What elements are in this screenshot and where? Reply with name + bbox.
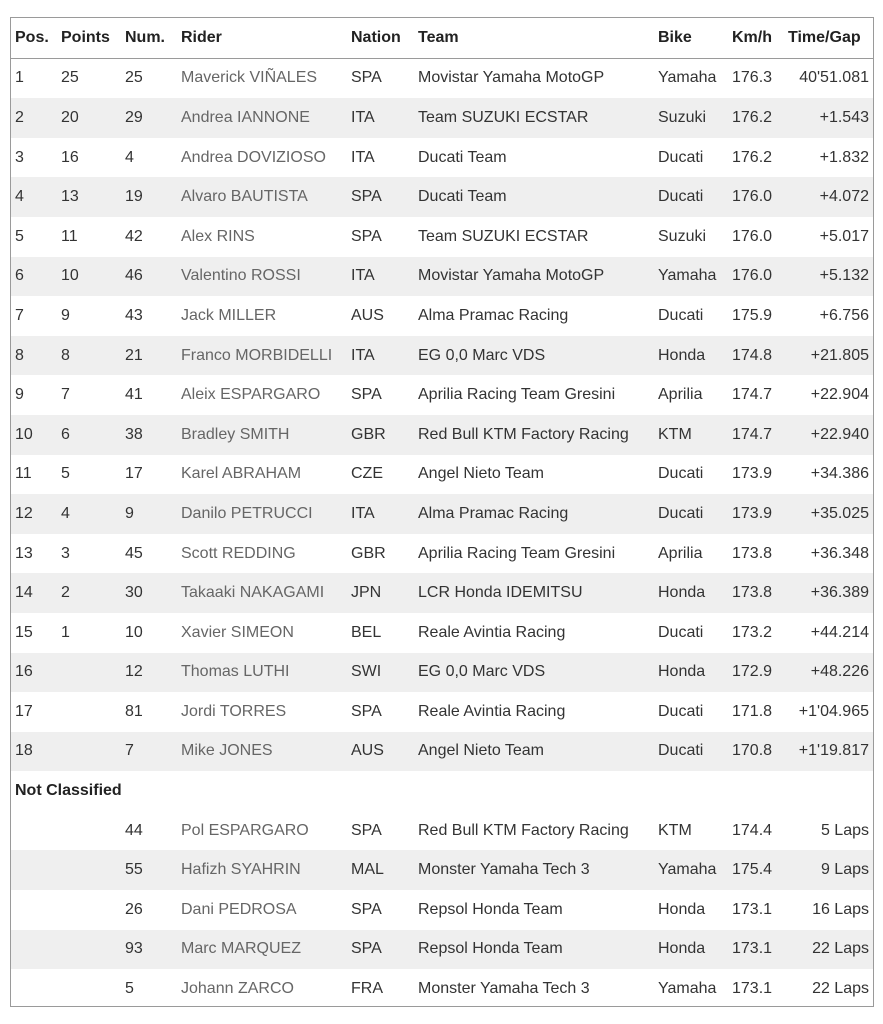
race-results-table xyxy=(11,18,873,1009)
cell-bike: Yamaha xyxy=(658,69,717,87)
cell-bike: Yamaha xyxy=(658,980,717,998)
cell-team: Angel Nieto Team xyxy=(418,465,544,483)
table-row xyxy=(11,613,873,653)
cell-time: +1.832 xyxy=(819,148,869,166)
cell-team: LCR Honda IDEMITSU xyxy=(418,573,658,613)
cell-kmh: 176.2 xyxy=(732,148,773,166)
cell-nation: ITA xyxy=(351,494,418,534)
cell-nation: BEL xyxy=(351,623,382,641)
cell-points: 6 xyxy=(61,415,125,455)
table-row xyxy=(11,534,873,574)
cell-nation: SPA xyxy=(351,900,382,918)
table-row xyxy=(11,494,873,534)
cell-time: +34.386 xyxy=(810,465,869,483)
cell-time: +1'19.817 xyxy=(788,732,873,772)
cell-team: Red Bull KTM Factory Racing xyxy=(418,415,658,455)
cell-nation: FRA xyxy=(351,980,383,998)
cell-kmh: 176.0 xyxy=(732,257,788,297)
cell-points: 13 xyxy=(61,177,125,217)
cell-team: Team SUZUKI ECSTAR xyxy=(418,227,589,245)
cell-team: Monster Yamaha Tech 3 xyxy=(418,980,590,998)
cell-num: 55 xyxy=(125,850,181,890)
cell-pos: 2 xyxy=(11,98,61,138)
cell-nation: SPA xyxy=(351,227,382,245)
cell-num: 5 xyxy=(125,980,134,998)
cell-bike: Ducati xyxy=(658,465,704,483)
cell-nation: ITA xyxy=(351,336,418,376)
cell-time: +5.017 xyxy=(819,227,869,245)
cell-pos xyxy=(11,930,61,970)
cell-team: Angel Nieto Team xyxy=(418,732,658,772)
header-bike: Bike xyxy=(658,18,732,58)
cell-rider: Bradley SMITH xyxy=(181,415,351,455)
cell-team: Movistar Yamaha MotoGP xyxy=(418,69,605,87)
cell-time: 22 Laps xyxy=(812,980,869,998)
cell-bike: Ducati xyxy=(658,702,704,720)
cell-num: 10 xyxy=(125,623,143,641)
cell-rider: Jordi TORRES xyxy=(181,702,287,720)
cell-kmh: 173.1 xyxy=(732,930,788,970)
cell-pos: 17 xyxy=(15,702,33,720)
cell-rider: Alvaro BAUTISTA xyxy=(181,177,351,217)
cell-time: +22.940 xyxy=(788,415,873,455)
cell-nation: SWI xyxy=(351,653,418,693)
header-time: Time/Gap xyxy=(788,18,873,58)
cell-num: 93 xyxy=(125,930,181,970)
cell-points xyxy=(61,653,125,693)
cell-pos xyxy=(11,890,61,930)
cell-kmh: 174.7 xyxy=(732,386,773,404)
table-row xyxy=(11,217,873,257)
cell-rider: Franco MORBIDELLI xyxy=(181,336,351,376)
cell-time: 40'51.081 xyxy=(799,69,869,87)
cell-num: 42 xyxy=(125,227,143,245)
header-team: Team xyxy=(418,18,658,58)
cell-kmh: 173.8 xyxy=(732,573,788,613)
cell-kmh: 176.2 xyxy=(732,98,788,138)
cell-points xyxy=(61,692,125,732)
cell-bike: Aprilia xyxy=(658,544,703,562)
table-row xyxy=(11,455,873,495)
cell-points: 25 xyxy=(61,69,79,87)
cell-time: +21.805 xyxy=(788,336,873,376)
cell-num: 38 xyxy=(125,415,181,455)
cell-nation: SPA xyxy=(351,386,382,404)
cell-rider: Aleix ESPARGARO xyxy=(181,386,321,404)
cell-nation: CZE xyxy=(351,465,383,483)
table-row xyxy=(11,177,873,217)
table-row xyxy=(11,98,873,138)
cell-bike: Ducati xyxy=(658,623,704,641)
cell-pos: 16 xyxy=(11,653,61,693)
cell-points: 5 xyxy=(61,465,70,483)
cell-rider: Scott REDDING xyxy=(181,544,296,562)
cell-num: 4 xyxy=(125,148,134,166)
cell-pos: 14 xyxy=(11,573,61,613)
cell-bike: Ducati xyxy=(658,177,732,217)
cell-points: 16 xyxy=(61,148,79,166)
cell-time: +22.904 xyxy=(810,386,869,404)
table-row xyxy=(11,336,873,376)
cell-time: +44.214 xyxy=(810,623,869,641)
table-row xyxy=(11,415,873,455)
cell-kmh: 173.9 xyxy=(732,465,773,483)
header-pos: Pos. xyxy=(11,18,61,58)
cell-rider: Hafizh SYAHRIN xyxy=(181,850,351,890)
cell-team: Ducati Team xyxy=(418,177,658,217)
cell-points xyxy=(61,890,125,930)
cell-points xyxy=(61,930,125,970)
cell-bike: KTM xyxy=(658,821,692,839)
cell-rider: Maverick VIÑALES xyxy=(181,69,318,87)
cell-num: 25 xyxy=(125,69,143,87)
cell-points xyxy=(61,811,125,851)
cell-nation: ITA xyxy=(351,257,418,297)
cell-time: 22 Laps xyxy=(788,930,873,970)
cell-pos: 7 xyxy=(15,306,24,324)
cell-team: EG 0,0 Marc VDS xyxy=(418,653,658,693)
cell-bike: Honda xyxy=(658,930,732,970)
cell-rider: Valentino ROSSI xyxy=(181,257,351,297)
cell-rider: Johann ZARCO xyxy=(181,980,294,998)
cell-points: 10 xyxy=(61,257,125,297)
cell-team: Alma Pramac Racing xyxy=(418,306,569,324)
table-row xyxy=(11,653,873,693)
cell-num: 9 xyxy=(125,494,181,534)
cell-pos xyxy=(11,969,61,1009)
cell-rider: Thomas LUTHI xyxy=(181,653,351,693)
cell-pos: 8 xyxy=(11,336,61,376)
cell-team: Movistar Yamaha MotoGP xyxy=(418,257,658,297)
cell-pos: 6 xyxy=(11,257,61,297)
cell-points xyxy=(61,850,125,890)
cell-points: 2 xyxy=(61,573,125,613)
cell-time: +6.756 xyxy=(819,306,869,324)
cell-num: 26 xyxy=(125,900,143,918)
cell-kmh: 174.4 xyxy=(732,821,773,839)
cell-num: 45 xyxy=(125,544,143,562)
cell-points: 4 xyxy=(61,494,125,534)
cell-nation: SPA xyxy=(351,930,418,970)
cell-bike: Honda xyxy=(658,336,732,376)
cell-team: Red Bull KTM Factory Racing xyxy=(418,821,629,839)
cell-team: Aprilia Racing Team Gresini xyxy=(418,386,616,404)
cell-kmh: 173.2 xyxy=(732,623,773,641)
cell-num: 30 xyxy=(125,573,181,613)
cell-nation: AUS xyxy=(351,306,384,324)
cell-nation: SPA xyxy=(351,702,382,720)
cell-rider: Karel ABRAHAM xyxy=(181,465,302,483)
cell-team: Monster Yamaha Tech 3 xyxy=(418,850,658,890)
cell-bike: Suzuki xyxy=(658,98,732,138)
cell-bike: Ducati xyxy=(658,306,704,324)
cell-bike: Honda xyxy=(658,653,732,693)
cell-nation: MAL xyxy=(351,850,418,890)
cell-points: 9 xyxy=(61,306,70,324)
cell-kmh: 170.8 xyxy=(732,732,788,772)
cell-pos: 13 xyxy=(15,544,33,562)
cell-bike: Suzuki xyxy=(658,227,707,245)
cell-rider: Dani PEDROSA xyxy=(181,900,297,918)
cell-num: 19 xyxy=(125,177,181,217)
header-kmh: Km/h xyxy=(732,18,788,58)
not-classified-heading: Not Classified xyxy=(15,782,122,800)
table-row xyxy=(11,890,873,930)
cell-kmh: 172.9 xyxy=(732,653,788,693)
cell-num: 44 xyxy=(125,821,143,839)
cell-bike: Aprilia xyxy=(658,386,703,404)
cell-kmh: 175.4 xyxy=(732,850,788,890)
cell-bike: Yamaha xyxy=(658,257,732,297)
cell-points: 3 xyxy=(61,544,70,562)
cell-bike: Ducati xyxy=(658,148,704,166)
cell-num: 12 xyxy=(125,653,181,693)
cell-rider: Alex RINS xyxy=(181,227,255,245)
cell-nation: GBR xyxy=(351,415,418,455)
cell-rider: Andrea IANNONE xyxy=(181,98,351,138)
cell-nation: GBR xyxy=(351,544,386,562)
cell-points xyxy=(61,732,125,772)
cell-rider: Andrea DOVIZIOSO xyxy=(181,148,326,166)
table-row xyxy=(11,257,873,297)
cell-rider: Danilo PETRUCCI xyxy=(181,494,351,534)
cell-points: 8 xyxy=(61,336,125,376)
cell-bike: Yamaha xyxy=(658,850,732,890)
cell-time: +48.226 xyxy=(788,653,873,693)
cell-time: +1'04.965 xyxy=(798,702,869,720)
cell-num: 43 xyxy=(125,306,143,324)
cell-bike: Honda xyxy=(658,573,732,613)
cell-time: +36.389 xyxy=(788,573,873,613)
table-row xyxy=(11,930,873,970)
cell-kmh: 174.8 xyxy=(732,336,788,376)
cell-num: 81 xyxy=(125,702,143,720)
cell-kmh: 176.0 xyxy=(732,227,773,245)
cell-kmh: 176.3 xyxy=(732,69,773,87)
cell-bike: Ducati xyxy=(658,494,732,534)
header-nation: Nation xyxy=(351,18,418,58)
cell-team: Team SUZUKI ECSTAR xyxy=(418,98,658,138)
cell-pos: 11 xyxy=(15,465,32,483)
cell-num: 17 xyxy=(125,465,143,483)
cell-time: +35.025 xyxy=(788,494,873,534)
cell-points: 7 xyxy=(61,386,70,404)
table-row xyxy=(11,850,873,890)
cell-pos: 9 xyxy=(15,386,24,404)
cell-points: 1 xyxy=(61,623,70,641)
cell-num: 21 xyxy=(125,336,181,376)
cell-rider: Marc MARQUEZ xyxy=(181,930,351,970)
header-num: Num. xyxy=(125,18,181,58)
cell-nation: SPA xyxy=(351,821,382,839)
cell-points xyxy=(61,969,125,1009)
cell-bike: Honda xyxy=(658,900,706,918)
cell-rider: Mike JONES xyxy=(181,732,351,772)
cell-team: Ducati Team xyxy=(418,148,507,166)
cell-team: Reale Avintia Racing xyxy=(418,702,566,720)
cell-rider: Jack MILLER xyxy=(181,306,277,324)
header-points: Points xyxy=(61,18,125,58)
cell-kmh: 173.1 xyxy=(732,980,773,998)
cell-bike: KTM xyxy=(658,415,732,455)
cell-team: EG 0,0 Marc VDS xyxy=(418,336,658,376)
cell-num: 46 xyxy=(125,257,181,297)
cell-pos: 10 xyxy=(11,415,61,455)
cell-pos: 3 xyxy=(15,148,24,166)
cell-nation: AUS xyxy=(351,732,418,772)
cell-pos xyxy=(11,811,61,851)
cell-kmh: 176.0 xyxy=(732,177,788,217)
cell-time: +36.348 xyxy=(810,544,869,562)
cell-nation: ITA xyxy=(351,98,418,138)
cell-nation: SPA xyxy=(351,69,382,87)
cell-time: +5.132 xyxy=(788,257,873,297)
cell-time: +4.072 xyxy=(788,177,873,217)
cell-kmh: 173.8 xyxy=(732,544,773,562)
table-row xyxy=(11,573,873,613)
cell-rider: Pol ESPARGARO xyxy=(181,821,309,839)
cell-team: Repsol Honda Team xyxy=(418,930,658,970)
cell-bike: Ducati xyxy=(658,732,732,772)
header-rider: Rider xyxy=(181,18,351,58)
cell-kmh: 175.9 xyxy=(732,306,773,324)
cell-pos: 4 xyxy=(11,177,61,217)
cell-pos: 18 xyxy=(11,732,61,772)
cell-team: Alma Pramac Racing xyxy=(418,494,658,534)
cell-pos: 15 xyxy=(15,623,33,641)
header-row xyxy=(11,18,873,58)
cell-team: Aprilia Racing Team Gresini xyxy=(418,544,616,562)
cell-kmh: 171.8 xyxy=(732,702,773,720)
cell-pos: 1 xyxy=(15,69,24,87)
cell-time: 9 Laps xyxy=(788,850,873,890)
cell-points: 20 xyxy=(61,98,125,138)
cell-team: Repsol Honda Team xyxy=(418,900,563,918)
cell-team: Reale Avintia Racing xyxy=(418,623,566,641)
cell-points: 11 xyxy=(61,227,78,245)
cell-nation: ITA xyxy=(351,148,375,166)
table-row xyxy=(11,296,873,336)
cell-kmh: 174.7 xyxy=(732,415,788,455)
section-row xyxy=(11,771,873,811)
cell-nation: JPN xyxy=(351,573,418,613)
cell-num: 41 xyxy=(125,386,143,404)
cell-time: 16 Laps xyxy=(812,900,869,918)
cell-nation: SPA xyxy=(351,177,418,217)
cell-time: 5 Laps xyxy=(820,821,869,839)
table-row xyxy=(11,138,873,178)
cell-pos: 12 xyxy=(11,494,61,534)
cell-kmh: 173.9 xyxy=(732,494,788,534)
table-row xyxy=(11,375,873,415)
cell-num: 7 xyxy=(125,732,181,772)
table-row xyxy=(11,692,873,732)
table-row xyxy=(11,58,873,98)
cell-num: 29 xyxy=(125,98,181,138)
cell-rider: Xavier SIMEON xyxy=(181,623,294,641)
table-row xyxy=(11,969,873,1009)
cell-pos xyxy=(11,850,61,890)
table-row xyxy=(11,732,873,772)
cell-pos: 5 xyxy=(15,227,24,245)
cell-kmh: 173.1 xyxy=(732,900,773,918)
cell-time: +1.543 xyxy=(788,98,873,138)
table-row xyxy=(11,811,873,851)
cell-rider: Takaaki NAKAGAMI xyxy=(181,573,351,613)
